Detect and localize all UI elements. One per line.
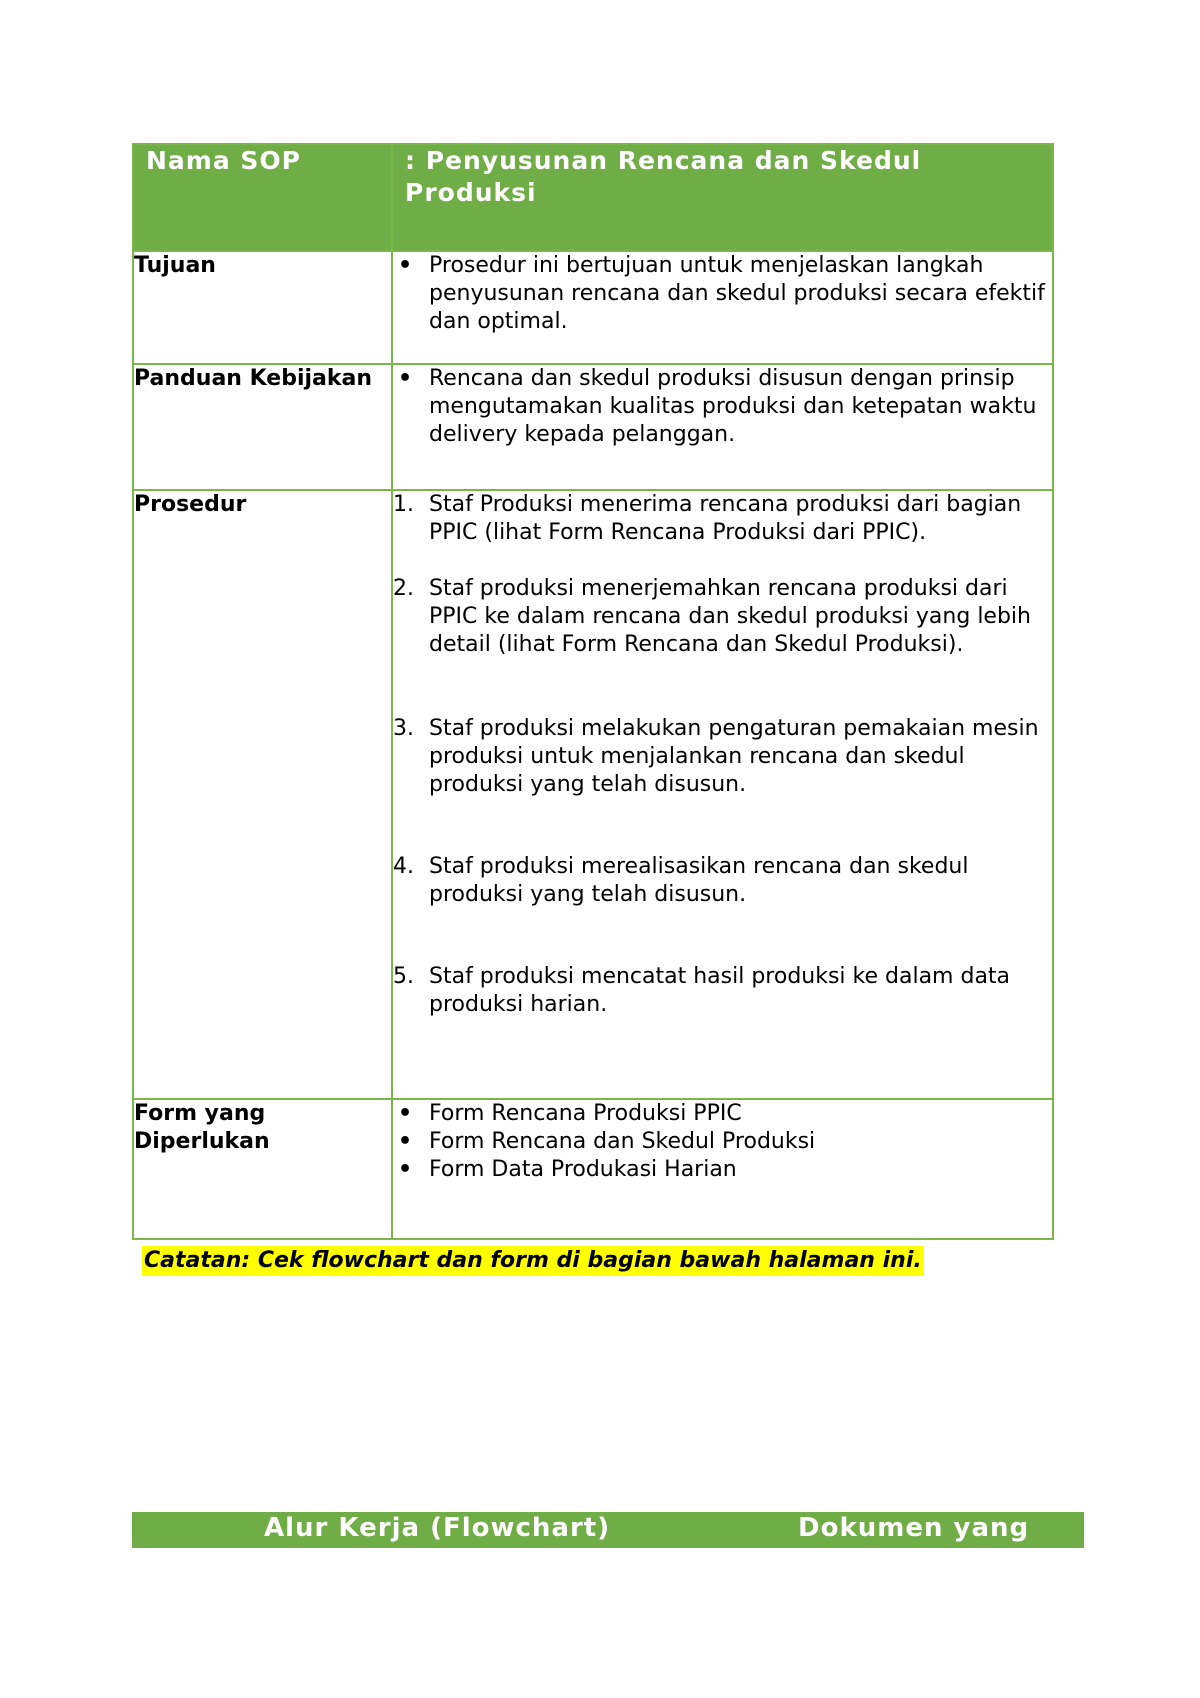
step-number: 2.: [393, 576, 414, 601]
list-item: [393, 853, 1052, 909]
list-item: [393, 575, 1052, 659]
tujuan-row: [133, 251, 1053, 364]
forms-row: [133, 1099, 1053, 1239]
prosedur-content: [392, 490, 1053, 1099]
tujuan-content: [392, 251, 1053, 364]
prosedur-label: Prosedur: [133, 490, 392, 1099]
documents-title: Dokumen yang: [798, 1513, 1030, 1543]
tujuan-text: Prosedur ini bertujuan untuk menjelaskan langkah penyusunan rencana dan skedul produksi secara efektif dan optimal.: [429, 253, 1045, 334]
bullet-icon: •: [397, 366, 413, 391]
panduan-content: [392, 364, 1053, 490]
form-item: Form Rencana dan Skedul Produksi: [429, 1129, 816, 1154]
step-number: 5.: [393, 964, 414, 989]
sop-table: [132, 143, 1054, 1240]
list-item: [393, 963, 1052, 1019]
list-item: [393, 1128, 1052, 1156]
list-item: [393, 491, 1052, 547]
step-text: Staf produksi merealisasikan rencana dan skedul produksi yang telah disusun.: [429, 854, 969, 907]
form-item: Form Data Produkasi Harian: [429, 1157, 737, 1182]
list-item: [393, 715, 1052, 799]
sop-header-row: [133, 144, 1053, 251]
step-number: 4.: [393, 854, 414, 879]
tujuan-label: Tujuan: [133, 251, 392, 364]
step-number: 3.: [393, 716, 414, 741]
flowchart-header: [132, 1512, 1084, 1548]
prosedur-row: [133, 490, 1053, 1099]
forms-label: Form yang Diperlukan: [133, 1099, 392, 1239]
list-item: [393, 1100, 1052, 1128]
bullet-icon: •: [397, 253, 413, 278]
form-item: Form Rencana Produksi PPIC: [429, 1101, 742, 1126]
sop-name-label: Nama SOP: [133, 144, 392, 251]
panduan-label: Panduan Kebijakan: [133, 364, 392, 490]
flowchart-title: Alur Kerja (Flowchart): [264, 1513, 611, 1543]
list-item: [393, 365, 1052, 449]
list-item: [393, 252, 1052, 336]
sop-name-value: : Penyusunan Rencana dan Skedul Produksi: [392, 144, 1053, 251]
forms-content: [392, 1099, 1053, 1239]
step-text: Staf Produksi menerima rencana produksi dari bagian PPIC (lihat Form Rencana Produksi dari PPIC).: [429, 492, 1022, 545]
step-text: Staf produksi mencatat hasil produksi ke dalam data produksi harian.: [429, 964, 1011, 1017]
panduan-text: Rencana dan skedul produksi disusun dengan prinsip mengutamakan kualitas produksi dan ketepatan waktu delivery kepada pelanggan.: [429, 366, 1037, 447]
bullet-icon: •: [397, 1101, 413, 1126]
step-text: Staf produksi melakukan pengaturan pemakaian mesin produksi untuk menjalankan rencana dan skedul produksi yang telah disusun.: [429, 716, 1039, 797]
note-highlight: Catatan: Cek flowchart dan form di bagian bawah halaman ini.: [142, 1246, 924, 1276]
bullet-icon: •: [397, 1157, 413, 1182]
list-item: [393, 1156, 1052, 1184]
step-number: 1.: [393, 492, 414, 517]
step-text: Staf produksi menerjemahkan rencana produksi dari PPIC ke dalam rencana dan skedul produksi yang lebih detail (lihat Form Rencana dan Skedul Produksi).: [429, 576, 1031, 657]
panduan-row: [133, 364, 1053, 490]
bullet-icon: •: [397, 1129, 413, 1154]
